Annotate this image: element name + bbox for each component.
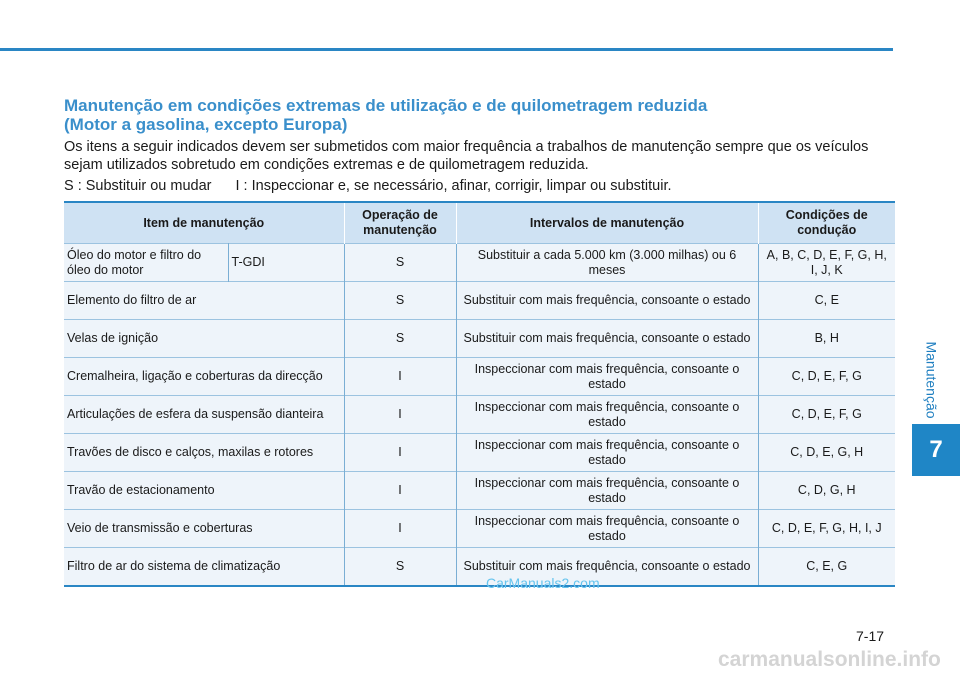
row-operation: S (344, 244, 456, 282)
row-item: Travão de estacionamento (67, 483, 215, 497)
footer-watermark: carmanualsonline.info (718, 648, 941, 671)
row-operation: S (344, 548, 456, 587)
row-conditions: C, D, E, F, G, H, I, J (758, 510, 895, 548)
page-number: 7-17 (856, 628, 885, 644)
table-row (64, 358, 895, 396)
maintenance-table (64, 201, 895, 587)
table-header-row (64, 202, 895, 244)
row-conditions: C, D, E, F, G (758, 396, 895, 434)
row-interval: Inspeccionar com mais frequência, consoante o estado (456, 510, 758, 548)
top-rule (0, 48, 893, 51)
row-operation: S (344, 320, 456, 358)
section-title-line2: (Motor a gasolina, excepto Europa) (64, 115, 348, 134)
section-title-line1: Manutenção em condições extremas de utilização e de quilometragem reduzida (64, 96, 708, 115)
row-item: Velas de ignição (67, 331, 159, 345)
row-conditions: C, D, E, F, G (758, 358, 895, 396)
table-row (64, 472, 895, 510)
row-interval: Inspeccionar com mais frequência, consoante o estado (456, 434, 758, 472)
row-operation: I (344, 510, 456, 548)
legend (64, 177, 900, 195)
row-interval: Inspeccionar com mais frequência, consoante o estado (456, 358, 758, 396)
row-conditions: C, E, G (758, 548, 895, 587)
table-row (64, 548, 895, 587)
row-conditions: A, B, C, D, E, F, G, H, I, J, K (758, 244, 895, 282)
row-conditions: B, H (758, 320, 895, 358)
row-conditions: C, E (758, 282, 895, 320)
header-operation: Operação de manutenção (344, 202, 456, 244)
table-row (64, 396, 895, 434)
row-engine: T-GDI (228, 244, 344, 282)
row-item: Cremalheira, ligação e coberturas da direcção (67, 369, 323, 383)
row-item: Elemento do filtro de ar (67, 293, 197, 307)
row-item: Veio de transmissão e coberturas (67, 521, 253, 535)
chapter-number-tab: 7 (912, 424, 960, 476)
row-conditions: C, D, E, G, H (758, 434, 895, 472)
table-row (64, 244, 895, 282)
row-item: Filtro de ar do sistema de climatização (67, 559, 281, 573)
chapter-side-label-text: Manutenção (924, 341, 940, 419)
row-item: Travões de disco e calços, maxilas e rotores (67, 445, 314, 459)
header-interval: Intervalos de manutenção (456, 202, 758, 244)
row-operation: S (344, 282, 456, 320)
legend-inspect: I : Inspeccionar e, se necessário, afinar, corrigir, limpar ou substituir. (235, 178, 672, 194)
section-title (64, 96, 884, 134)
row-item: Articulações de esfera da suspensão dianteira (67, 407, 324, 421)
table-row (64, 510, 895, 548)
row-operation: I (344, 472, 456, 510)
row-interval: Substituir com mais frequência, consoante o estado (456, 320, 758, 358)
row-interval: Substituir com mais frequência, consoante o estado (456, 548, 758, 587)
header-item: Item de manutenção (143, 215, 265, 230)
chapter-side-label (917, 335, 947, 425)
table-row (64, 282, 895, 320)
row-item: Óleo do motor e filtro do óleo do motor (67, 247, 202, 277)
watermark-link[interactable]: CarManuals2.com (486, 575, 600, 591)
row-operation: I (344, 396, 456, 434)
header-conditions: Condições de condução (758, 202, 895, 244)
row-interval: Inspeccionar com mais frequência, consoante o estado (456, 396, 758, 434)
row-interval: Inspeccionar com mais frequência, consoante o estado (456, 472, 758, 510)
row-interval: Substituir com mais frequência, consoante o estado (456, 282, 758, 320)
row-interval: Substituir a cada 5.000 km (3.000 milhas) ou 6 meses (456, 244, 758, 282)
row-conditions: C, D, G, H (758, 472, 895, 510)
row-operation: I (344, 358, 456, 396)
table-row (64, 320, 895, 358)
row-operation: I (344, 434, 456, 472)
legend-substitute: S : Substituir ou mudar (64, 178, 212, 194)
intro-paragraph: Os itens a seguir indicados devem ser submetidos com maior frequência a trabalhos de manutenção sempre que os veículos sejam utilizados sobretudo em condições extremas e de quilometragem reduzida. (64, 139, 869, 173)
table-row (64, 434, 895, 472)
